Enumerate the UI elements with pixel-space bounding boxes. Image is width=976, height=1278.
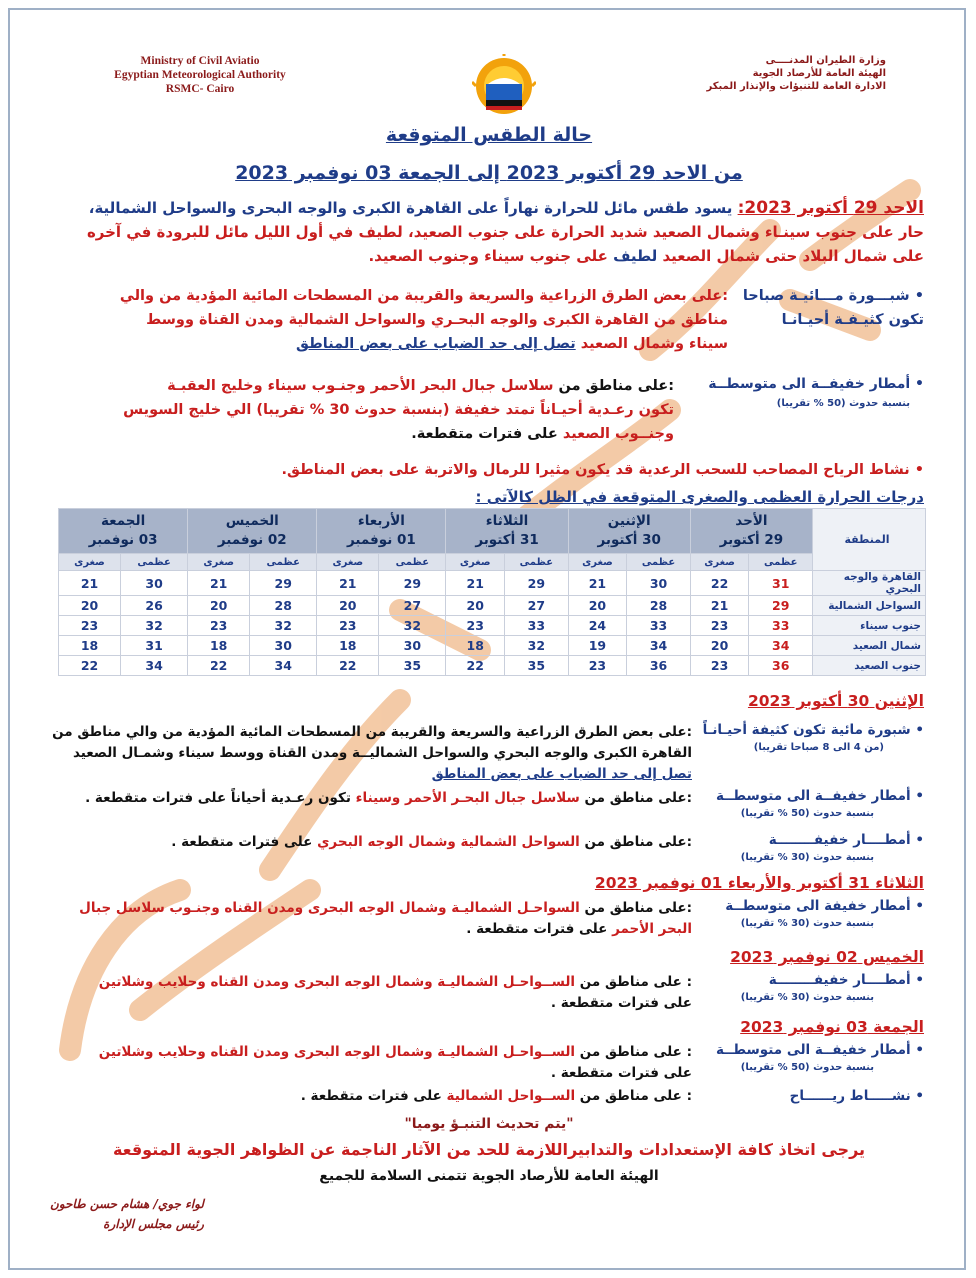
signature-block: [50, 1194, 204, 1234]
day1-wind: [44, 458, 924, 482]
max-temp-cell: 31: [121, 636, 188, 656]
day-date: 29 أكتوبر: [719, 532, 784, 548]
rain-probability: بنسبة حدوث (30 % تقريبا): [740, 918, 874, 929]
bullet-icon: •: [910, 1042, 924, 1058]
max-temp-cell: 32: [379, 616, 446, 636]
header-ar-line: الهيئة العامة للأرصاد الجوية: [752, 68, 886, 79]
max-temp-cell: 35: [379, 656, 446, 676]
table-row: [59, 656, 926, 676]
day1-rain-label: [674, 374, 924, 414]
region-name: القاهرة والوجه البحري: [813, 571, 926, 596]
day5-rain-text: [42, 1042, 692, 1084]
fog-text-3: سيناء وشمال الصعيد: [575, 336, 728, 352]
region-name: شمال الصعيد: [813, 636, 926, 656]
rain-label-text: أمطار خفيفــة الى متوسطــة: [715, 788, 911, 804]
min-temp-cell: 20: [317, 596, 379, 616]
day-date: 30 أكتوبر: [597, 532, 661, 548]
min-temp-cell: 23: [59, 616, 121, 636]
day-header: [188, 509, 317, 554]
min-temp-cell: 20: [446, 596, 505, 616]
region-name: جنوب سيناء: [813, 616, 926, 636]
day-name: الجمعة: [100, 513, 146, 529]
min-temp-cell: 21: [188, 571, 250, 596]
min-temp-cell: 21: [59, 571, 121, 596]
max-temp-cell: 33: [749, 616, 813, 636]
bullet-icon: •: [909, 462, 924, 478]
min-header: صغرى: [59, 554, 121, 571]
min-temp-cell: 22: [59, 656, 121, 676]
min-temp-cell: 23: [446, 616, 505, 636]
day4-rain-label: [694, 972, 924, 1006]
day2-rain-text: [42, 788, 692, 809]
rain-text-a: :على مناطق من: [579, 834, 692, 850]
rain-text-b: السواحل الشمالية وشمال الوجه البحري: [317, 834, 580, 850]
rain-text-1a: :على مناطق من: [553, 378, 674, 394]
day-header: [690, 509, 812, 554]
rain-probability: بنسبة حدوث (50 % تقريبا): [740, 1062, 874, 1073]
subheader-row: [59, 554, 926, 571]
rain-text-c: تكون رعـدية أحياناً على فترات متقطعة .: [85, 790, 356, 806]
max-temp-cell: 29: [379, 571, 446, 596]
max-temp-cell: 29: [250, 571, 317, 596]
authority-logo: [472, 54, 536, 124]
day-name: الأربعاء: [357, 513, 405, 529]
header-en-line: Ministry of Civil Aviatio: [140, 55, 260, 67]
rain-probability: بنسبة حدوث (50 % تقريبا): [740, 808, 874, 819]
bullet-icon: •: [910, 898, 924, 914]
max-header: عظمى: [379, 554, 446, 571]
intro-text-2b: لطيف في أول الليل مائل للبرودة في آخره: [86, 223, 403, 241]
fog-text-3: تصل إلى حد الضباب على بعض المناطق: [431, 766, 692, 782]
max-header: عظمى: [250, 554, 317, 571]
day2-fog-label: [694, 722, 924, 756]
rain-text-a: :على مناطق من: [579, 900, 692, 916]
max-temp-cell: 31: [749, 571, 813, 596]
fog-label-text-2: تكون كثيـفـة أحيـانـا: [781, 312, 924, 328]
min-temp-cell: 23: [568, 656, 627, 676]
wind-text: نشاط الرياح المصاحب للسحب الرعدية قد يكون مثيرا للرمال والاتربة على بعض المناطق.: [281, 462, 910, 478]
day3-heading: الثلاثاء 31 أكتوبر والأربعاء 01 نوفمبر 2023: [594, 874, 924, 892]
max-temp-cell: 28: [250, 596, 317, 616]
rain-label-text: أمطــــار خفيفــــــــة: [768, 832, 911, 848]
max-temp-cell: 30: [379, 636, 446, 656]
fog-text-1: :على بعض الطرق الزراعية والسريعة والقريبة من المسطحات المائية المؤدية من والي: [119, 288, 728, 304]
rain-text-b: سلاسل جبال البحـر الأحمر وسيناء: [355, 790, 580, 806]
rain-text-2: تكون رعـدية أحيـاناً تمتد خفيفة (بنسبة حدوث 30 % تقريبا) الي خليج السويس: [123, 402, 674, 418]
rain-text-3b: على فترات متقطعة.: [411, 426, 563, 442]
rain-text-c: على فترات متقطعة .: [550, 995, 692, 1011]
min-temp-cell: 20: [568, 596, 627, 616]
rain-text-d: على فترات متقطعة .: [466, 921, 613, 937]
header-ar-line: الادارة العامة للتنبؤات والإنذار المبكر: [706, 81, 886, 92]
fog-text-2: القاهرة الكبرى والوجه البحري والسواحل الشماليــة ومدن القناة ووسط سيناء وشمـال الصعيد: [72, 745, 692, 761]
day-name: الخميس: [225, 513, 279, 529]
min-temp-cell: 22: [446, 656, 505, 676]
day-date: 03 نوفمبر: [88, 532, 158, 548]
max-temp-cell: 27: [379, 596, 446, 616]
max-header: عظمى: [627, 554, 691, 571]
day2-fog-text: [42, 722, 692, 785]
bullet-icon: •: [909, 288, 924, 304]
day5-rain-label: [694, 1042, 924, 1076]
table-caption: درجات الحرارة العظمى والصغرى المتوقعة في الظل كالآتى :: [475, 488, 924, 506]
min-temp-cell: 18: [59, 636, 121, 656]
intro-day: الاحد 29 أكتوبر 2023:: [737, 198, 924, 218]
wind-text-b: الســواحل الشمالية: [446, 1088, 576, 1104]
max-temp-cell: 27: [505, 596, 569, 616]
intro-text-2: حار على جنوب سينـاء وشمال الصعيد شديد الحرارة على جنوب الصعيد،: [402, 223, 924, 241]
min-header: صغرى: [568, 554, 627, 571]
min-temp-cell: 24: [568, 616, 627, 636]
fog-label-text: شبـــورة مـــائيـة صباحا: [742, 288, 910, 304]
max-header: عظمى: [505, 554, 569, 571]
day2-heading: الإثنين 30 أكتوبر 2023: [747, 692, 924, 710]
rain-text-b: الســواحـل الشماليـة وشمال الوجه البحرى ومدن القناه وحلايب وشلاتين: [98, 1044, 576, 1060]
day-header: [317, 509, 446, 554]
fog-label-text: شبورة مائية تكون كثيفة أحيـانـاً: [702, 722, 911, 738]
day1-rain-text: [44, 374, 674, 446]
max-temp-cell: 34: [627, 636, 691, 656]
page-title: حالة الطقس المتوقعة: [385, 124, 593, 146]
header-ar-line: وزارة الطيران المدنــــى: [765, 55, 886, 66]
min-header: صغرى: [317, 554, 379, 571]
min-temp-cell: 19: [568, 636, 627, 656]
day5-wind-label: [694, 1088, 924, 1105]
day-header: [568, 509, 690, 554]
day2-rain2-label: [694, 832, 924, 866]
min-header: صغرى: [446, 554, 505, 571]
min-temp-cell: 18: [188, 636, 250, 656]
min-temp-cell: 22: [317, 656, 379, 676]
min-temp-cell: 18: [446, 636, 505, 656]
rain-text-3a: وجنــوب الصعيد: [562, 426, 674, 442]
min-temp-cell: 21: [690, 596, 749, 616]
min-temp-cell: 21: [568, 571, 627, 596]
region-header: المنطقة: [813, 509, 926, 571]
rain-label-text: أمطــــار خفيفــــــــة: [768, 972, 911, 988]
rain-text-a: : على مناطق من: [575, 1044, 692, 1060]
max-temp-cell: 35: [505, 656, 569, 676]
max-temp-cell: 28: [627, 596, 691, 616]
advice-text: يرجى اتخاذ كافة الإستعدادات والتدابيراللازمة للحد من الآثار الناجمة عن الظواهر الجوية المتوقعة: [112, 1140, 866, 1159]
max-header: عظمى: [121, 554, 188, 571]
min-temp-cell: 23: [690, 616, 749, 636]
max-temp-cell: 33: [627, 616, 691, 636]
rain-probability: بنسبة حدوث (30 % تقريبا): [740, 852, 874, 863]
header-en-line: Egyptian Meteorological Authority: [114, 69, 286, 81]
min-temp-cell: 21: [317, 571, 379, 596]
table-body: [59, 571, 926, 676]
bullet-icon: •: [910, 788, 924, 804]
max-temp-cell: 34: [121, 656, 188, 676]
bullet-icon: •: [910, 376, 924, 392]
bullet-icon: •: [910, 722, 924, 738]
day3-rain-text: [42, 898, 692, 940]
min-temp-cell: 20: [690, 636, 749, 656]
fog-time: (من 4 الى 8 صباحا تقريبا): [753, 742, 884, 753]
rain-text-1b: سلاسل جبال البحر الأحمر وجنـوب سيناء وخليج العقبـة: [167, 378, 554, 394]
day-header: [446, 509, 568, 554]
max-temp-cell: 32: [250, 616, 317, 636]
wind-text-c: على فترات متقطعة .: [300, 1088, 447, 1104]
day-name: الثلاثاء: [485, 513, 529, 529]
max-temp-cell: 36: [627, 656, 691, 676]
day5-wind-text: [42, 1086, 692, 1107]
max-temp-cell: 36: [749, 656, 813, 676]
day5-heading: الجمعة 03 نوفمبر 2023: [740, 1018, 924, 1036]
bullet-icon: •: [910, 1088, 924, 1104]
signature-name: لواء جوي/ هشام حسن طاحون: [50, 1197, 204, 1211]
rain-probability: بنسبة حدوث (50 % تقريبا): [776, 398, 910, 409]
day2-rain2-text: [42, 832, 692, 853]
max-temp-cell: 26: [121, 596, 188, 616]
max-temp-cell: 34: [250, 656, 317, 676]
day1-fog-text: [48, 284, 728, 356]
table-row: [59, 571, 926, 596]
min-temp-cell: 23: [690, 656, 749, 676]
min-header: صغرى: [690, 554, 749, 571]
intro-text-3: على شمال البلاد حتى شمال الصعيد: [657, 247, 924, 265]
rain-text-c: على فترات متقطعة .: [171, 834, 318, 850]
rain-text-b: الســواحـل الشماليـة وشمال الوجه البحرى ومدن القناه وحلايب وشلاتين: [98, 974, 576, 990]
min-temp-cell: 18: [317, 636, 379, 656]
wish-text: الهيئة العامة للأرصاد الجوية تتمنى السلامة للجميع: [319, 1168, 659, 1184]
max-temp-cell: 30: [627, 571, 691, 596]
min-temp-cell: 23: [317, 616, 379, 636]
rain-label-text: أمطار خفيفــة الى متوسطــة: [708, 376, 911, 392]
update-note: "يتم تحديث التنبـؤ يوميا": [404, 1116, 574, 1132]
rain-text-a: :على مناطق من: [579, 790, 692, 806]
bullet-icon: •: [910, 832, 924, 848]
day4-rain-text: [42, 972, 692, 1014]
intro-text-3c: على جنوب سيناء وجنوب الصعيد.: [368, 247, 614, 265]
max-header: عظمى: [749, 554, 813, 571]
intro-text-1: يسود طقس مائل للحرارة نهاراً على القاهرة الكبرى والوجه البحرى والسواحل الشمالية،: [88, 199, 738, 217]
min-temp-cell: 22: [188, 656, 250, 676]
intro-text-3b: لطيف: [613, 247, 658, 265]
rain-text-a: : على مناطق من: [575, 974, 692, 990]
rain-text-b: السواحـل الشماليـة وشمال الوجه البحرى ومدن القناه وجنـوب سلاسل جبال: [79, 900, 580, 916]
day2-rain-label: [694, 788, 924, 822]
table-row: [59, 636, 926, 656]
max-temp-cell: 33: [505, 616, 569, 636]
rain-label-text: أمطار خفيفــة الى متوسطــة: [715, 1042, 911, 1058]
region-name: السواحل الشمالية: [813, 596, 926, 616]
header-en-line: RSMC- Cairo: [165, 83, 235, 95]
temperature-table: [58, 508, 926, 676]
arabic-header: [626, 54, 886, 93]
min-temp-cell: 21: [446, 571, 505, 596]
max-temp-cell: 29: [505, 571, 569, 596]
day-date: 01 نوفمبر: [346, 532, 416, 548]
wind-text-a: : على مناطق من: [575, 1088, 692, 1104]
table-row: [59, 596, 926, 616]
min-temp-cell: 20: [188, 596, 250, 616]
rain-probability: بنسبة حدوث (30 % تقريبا): [740, 992, 874, 1003]
fog-text-2: مناطق من القاهرة الكبرى والوجه البحـري والسواحل الشمالية ومدن القناة ووسط: [146, 312, 728, 328]
max-temp-cell: 32: [121, 616, 188, 636]
day-date: 02 نوفمبر: [217, 532, 287, 548]
day-header: [59, 509, 188, 554]
english-header: [90, 54, 310, 96]
day1-fog-label: [734, 284, 924, 332]
max-temp-cell: 29: [749, 596, 813, 616]
day-name: الأحد: [735, 513, 768, 529]
max-temp-cell: 34: [749, 636, 813, 656]
fog-text-3b: تصل إلى حد الضباب على بعض المناطق: [296, 336, 576, 352]
table-row: [59, 616, 926, 636]
day-name: الإثنين: [607, 513, 651, 529]
max-temp-cell: 30: [250, 636, 317, 656]
min-temp-cell: 23: [188, 616, 250, 636]
rain-text-c: على فترات متقطعة .: [550, 1065, 692, 1081]
max-temp-cell: 32: [505, 636, 569, 656]
rain-label-text: أمطار خفيفة الى متوسطــة: [725, 898, 911, 914]
intro-paragraph: [44, 196, 924, 268]
day-date: 31 أكتوبر: [475, 532, 539, 548]
min-temp-cell: 20: [59, 596, 121, 616]
fog-text-1: :على بعض الطرق الزراعية والسريعة والقريبة من المسطحات المائية المؤدية من والي مناطق من: [52, 724, 692, 740]
day3-rain-label: [694, 898, 924, 932]
region-name: جنوب الصعيد: [813, 656, 926, 676]
signature-title: رئيس مجلس الإدارة: [103, 1217, 204, 1231]
date-range: من الاحد 29 أكتوبر 2023 إلى الجمعة 03 نوفمبر 2023: [235, 162, 743, 184]
min-header: صغرى: [188, 554, 250, 571]
max-temp-cell: 30: [121, 571, 188, 596]
min-temp-cell: 22: [690, 571, 749, 596]
bullet-icon: •: [910, 972, 924, 988]
rain-text-c: البحر الأحمر: [612, 921, 692, 937]
day4-heading: الخميس 02 نوفمبر 2023: [730, 948, 924, 966]
forecast-page: [8, 8, 966, 1270]
wind-label-text: نشـــــاط ريــــــاح: [789, 1088, 911, 1104]
